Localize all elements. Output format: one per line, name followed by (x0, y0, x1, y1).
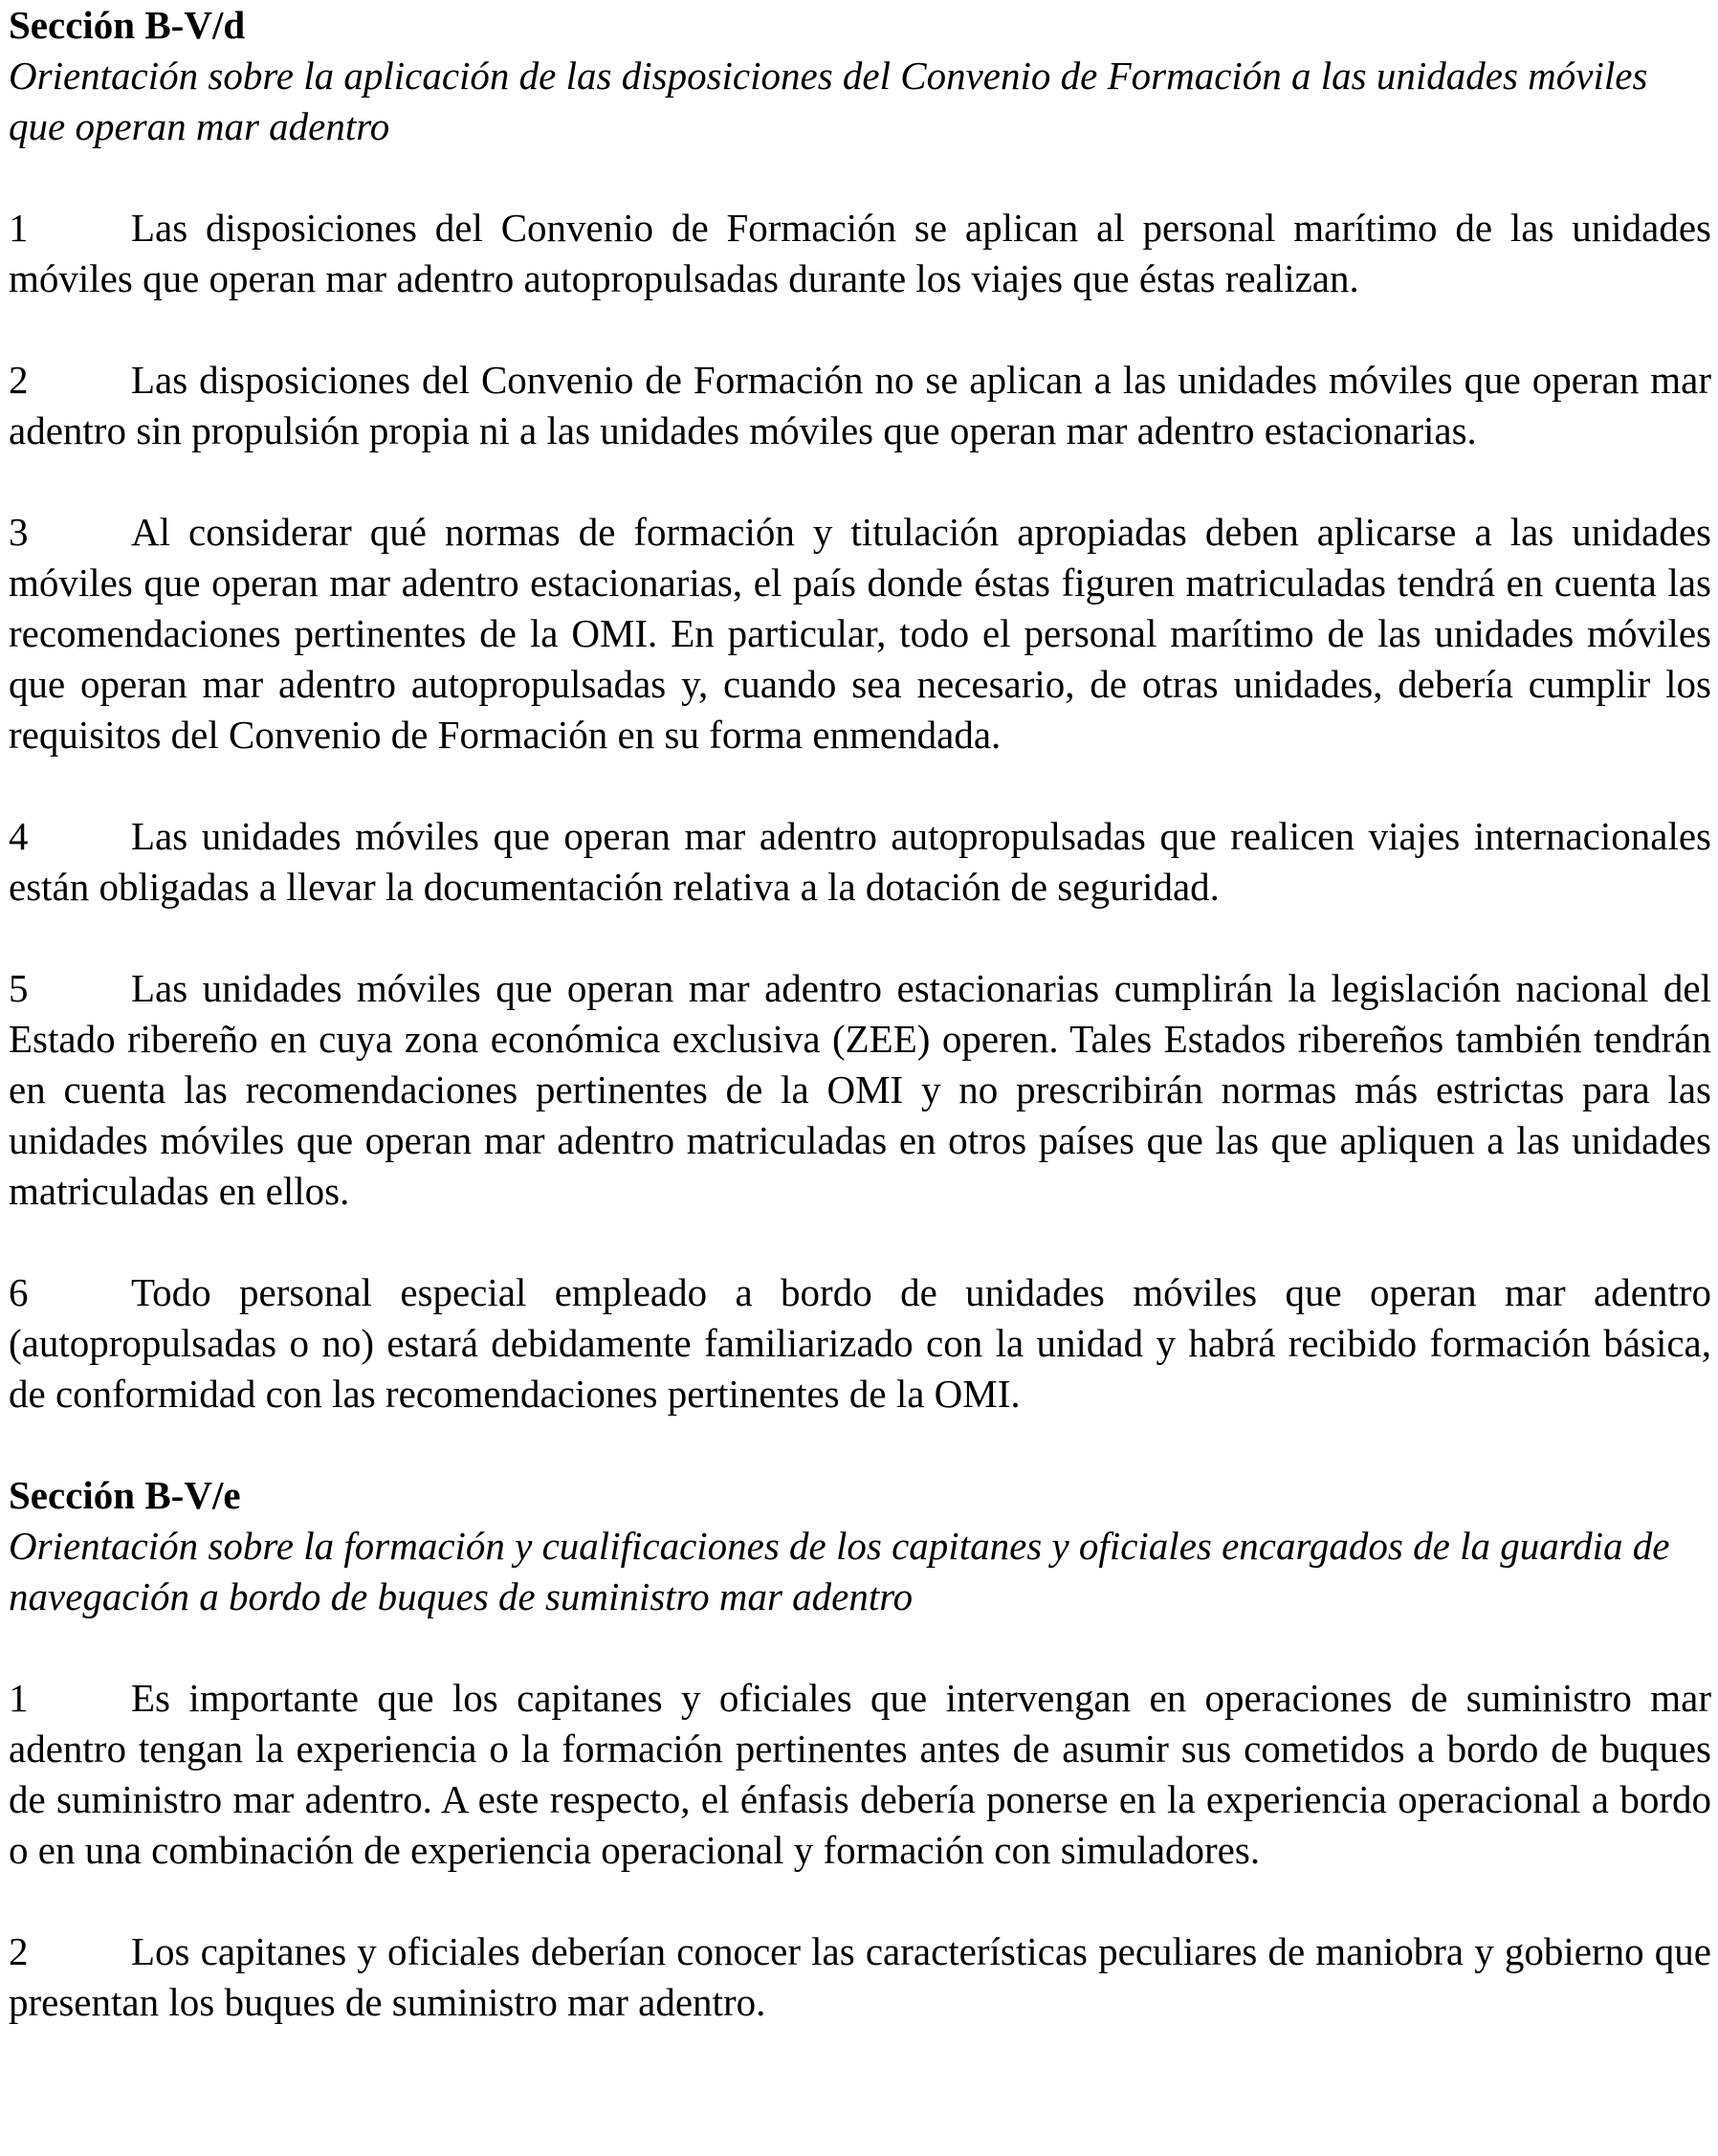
paragraph (9, 811, 1711, 913)
section-b-v-d (9, 0, 1711, 1470)
paragraph-text: Es importante que los capitanes y oficiales que intervengan en operaciones de suministro mar adentro tengan la experiencia o la formación pertinentes antes de asumir sus cometidos a bordo de buques de suministro mar adentro. A este respecto, el énfasis debería ponerse en la experiencia operacional a bordo o en una combinación de experiencia operacional y formación con simuladores. (9, 1676, 1711, 1872)
paragraph (9, 963, 1711, 1217)
paragraph (9, 203, 1711, 304)
paragraph-text: Las disposiciones del Convenio de Formación se aplican al personal marítimo de las unidades móviles que operan mar adentro autopropulsadas durante los viajes que éstas realizan. (9, 206, 1711, 300)
paragraph (9, 1926, 1711, 2028)
section-subtitle: Orientación sobre la formación y cualificaciones de los capitanes y oficiales encargados de la guardia de navegación a bordo de buques de suministro mar adentro (9, 1524, 1670, 1618)
paragraph-number: 1 (9, 1676, 29, 1720)
paragraph-text: Al considerar qué normas de formación y titulación apropiadas deben aplicarse a las unidades móviles que operan mar adentro estacionarias, el país donde éstas figuren matriculadas tendrá en cuenta las recomendaciones pertinentes de la OMI. En particular, todo el personal marítimo de las unidades móviles que operan mar adentro autopropulsadas y, cuando sea necesario, de otras unidades, debería cumplir los requisitos del Convenio de Formación en su forma enmendada. (9, 510, 1711, 757)
paragraph (9, 355, 1711, 456)
paragraph-number: 5 (9, 966, 29, 1010)
paragraph (9, 1267, 1711, 1419)
paragraph-text: Todo personal especial empleado a bordo de unidades móviles que operan mar adentro (autopropulsadas o no) estará debidamente familiarizado con la unidad y habrá recibido formación básica, de conformidad con las recomendaciones pertinentes de la OMI. (9, 1270, 1711, 1416)
paragraph-text: Las disposiciones del Convenio de Formación no se aplican a las unidades móviles que operan mar adentro sin propulsión propia ni a las unidades móviles que operan mar adentro estacionarias. (9, 358, 1711, 452)
section-heading: Sección B-V/e (9, 1473, 241, 1517)
document-page (9, 0, 1711, 2156)
paragraph-number: 6 (9, 1270, 29, 1314)
paragraph-text: Las unidades móviles que operan mar adentro autopropulsadas que realicen viajes internacionales están obligadas a llevar la documentación relativa a la dotación de seguridad. (9, 814, 1711, 909)
section-b-v-e (9, 1470, 1711, 2028)
section-subtitle: Orientación sobre la aplicación de las disposiciones del Convenio de Formación a las unidades móviles que operan mar adentro (9, 54, 1648, 148)
paragraph-number: 2 (9, 358, 29, 402)
paragraph-number: 3 (9, 510, 29, 554)
paragraph-text: Las unidades móviles que operan mar adentro estacionarias cumplirán la legislación nacional del Estado ribereño en cuya zona económica exclusiva (ZEE) operen. Tales Estados ribereños también tendrán en cuenta las recomendaciones pertinentes de la OMI y no prescribirán normas más estrictas para las unidades móviles que operan mar adentro matriculadas en otros países que las que apliquen a las unidades matriculadas en ellos. (9, 966, 1711, 1213)
paragraph-number: 1 (9, 206, 29, 250)
paragraph-text: Los capitanes y oficiales deberían conocer las características peculiares de maniobra y gobierno que presentan los buques de suministro mar adentro. (9, 1929, 1711, 2024)
paragraph (9, 1673, 1711, 1876)
paragraph-number: 4 (9, 814, 29, 858)
section-heading: Sección B-V/d (9, 3, 246, 47)
paragraph (9, 507, 1711, 760)
paragraph-number: 2 (9, 1929, 29, 1973)
